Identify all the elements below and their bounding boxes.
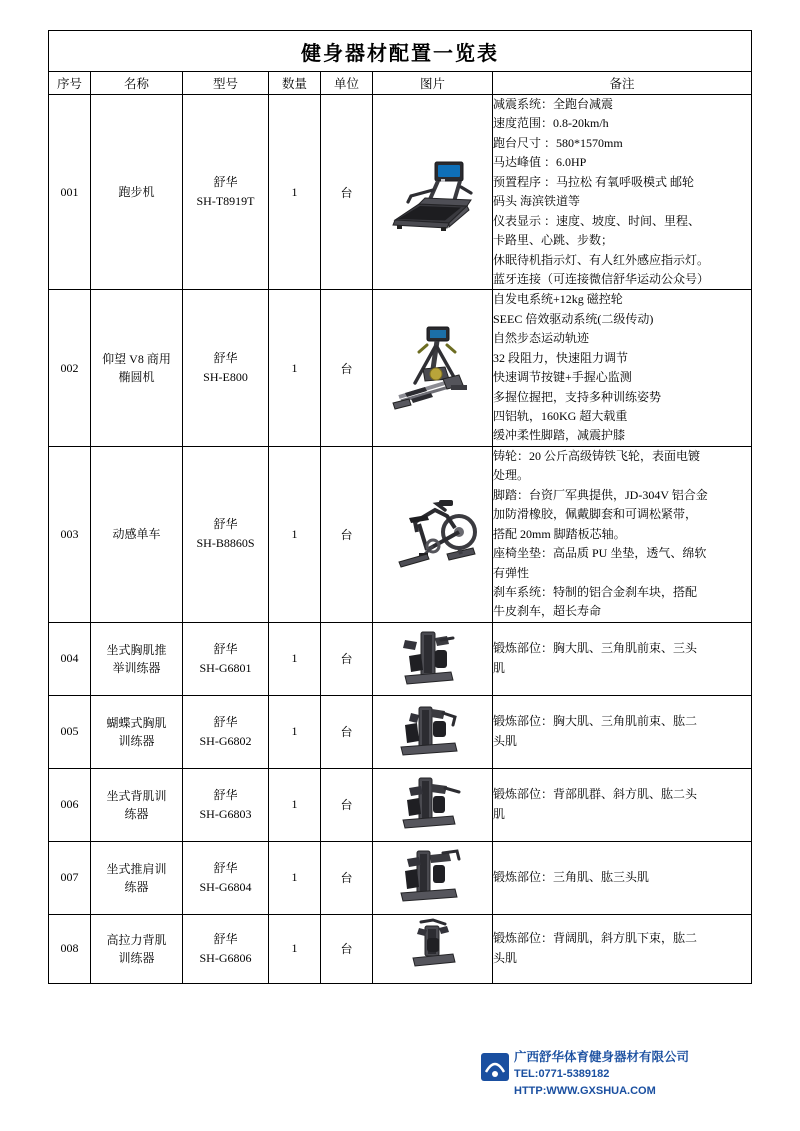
row-name: 动感单车 — [91, 446, 183, 622]
row-index: 006 — [49, 768, 91, 841]
table-row — [49, 446, 752, 622]
model-brand: 舒华 — [213, 714, 238, 729]
row-qty: 1 — [269, 841, 321, 914]
header-name: 名称 — [91, 72, 183, 95]
row-unit: 台 — [321, 622, 373, 695]
table-row — [49, 695, 752, 768]
row-index: 003 — [49, 446, 91, 622]
model-code: SH-E800 — [203, 370, 248, 385]
table-row — [49, 95, 752, 290]
row-unit: 台 — [321, 446, 373, 622]
company-tel: TEL:0771-5389182 — [514, 1068, 610, 1081]
company-name: 广西舒华体育健身器材有限公司 — [514, 1050, 690, 1064]
row-index: 007 — [49, 841, 91, 914]
row-qty: 1 — [269, 622, 321, 695]
row-unit: 台 — [321, 914, 373, 983]
pec-fly-image — [373, 695, 493, 768]
table-row — [49, 290, 752, 447]
model-code: SH-B8860S — [196, 536, 255, 551]
row-name: 坐式推肩训 练器 — [91, 841, 183, 914]
row-unit: 台 — [321, 841, 373, 914]
row-name: 仰望 V8 商用 椭圆机 — [91, 290, 183, 447]
model-brand: 舒华 — [213, 787, 238, 802]
company-url[interactable]: HTTP:WWW.GXSHUA.COM — [514, 1084, 656, 1097]
row-notes: 锻炼部位：背部肌群、斜方肌、肱二头 肌 — [493, 768, 752, 841]
row-model — [183, 768, 269, 841]
row-notes: 锻炼部位：胸大肌、三角肌前束、三头 肌 — [493, 622, 752, 695]
model-code: SH-T8919T — [196, 194, 255, 209]
row-index: 002 — [49, 290, 91, 447]
row-index: 001 — [49, 95, 91, 290]
row-model — [183, 622, 269, 695]
row-name: 坐式背肌训 练器 — [91, 768, 183, 841]
header-picture: 图片 — [373, 72, 493, 95]
row-index: 008 — [49, 914, 91, 983]
row-name: 蝴蝶式胸肌 训练器 — [91, 695, 183, 768]
row-unit: 台 — [321, 695, 373, 768]
model-brand: 舒华 — [213, 931, 238, 946]
model-code: SH-G6802 — [199, 733, 252, 748]
row-model — [183, 841, 269, 914]
row-qty: 1 — [269, 290, 321, 447]
header-qty: 数量 — [269, 72, 321, 95]
row-unit: 台 — [321, 768, 373, 841]
row-qty: 1 — [269, 768, 321, 841]
table-header-row — [49, 72, 752, 95]
table-title-row — [49, 31, 752, 72]
row-model — [183, 95, 269, 290]
row-index: 005 — [49, 695, 91, 768]
model-code: SH-G6801 — [199, 660, 252, 675]
header-index: 序号 — [49, 72, 91, 95]
row-index: 004 — [49, 622, 91, 695]
page-title: 健身器材配置一览表 — [49, 31, 752, 72]
elliptical-image — [373, 290, 493, 447]
row-notes: 铸轮：20 公斤高级铸铁飞轮，表面电镀 处理。 脚踏：台资厂军典提供，JD-304V 铝合金 加防滑橡胶，佩戴脚套和可调松紧带， 搭配 20mm 脚踏板芯轴。 座椅坐垫：高品质 PU 坐垫，透气、绵软 有弹性 刹车系统：特制的铝合金刹车块，搭配 牛皮刹车，超长寿命 — [493, 446, 752, 622]
footer — [514, 1048, 794, 1099]
model-code: SH-G6804 — [199, 879, 252, 894]
equipment-table — [48, 30, 752, 984]
row-qty: 1 — [269, 95, 321, 290]
row-name: 高拉力背肌 训练器 — [91, 914, 183, 983]
model-code: SH-G6806 — [199, 950, 252, 965]
company-logo-icon — [480, 1052, 510, 1082]
chest-press-image — [373, 622, 493, 695]
treadmill-image — [373, 95, 493, 290]
row-notes: 减震系统：全跑台减震 速度范围：0.8-20km/h 跑台尺寸 ：580*1570mm 马达峰值 ：6.0HP 预置程序 ：马拉松 有氧呼吸模式 邮轮 码头 海滨铁道等 仪表显示 ：速度、坡度、时间、里程、 卡路里、心跳、步数； 休眠待机指示灯、有人红外感应指示灯。 蓝牙连接（可连接微信舒华运动公众号） — [493, 95, 752, 290]
row-model — [183, 290, 269, 447]
model-brand: 舒华 — [213, 175, 238, 189]
header-model: 型号 — [183, 72, 269, 95]
row-qty: 1 — [269, 914, 321, 983]
model-code: SH-G6803 — [199, 806, 252, 821]
row-notes: 锻炼部位：胸大肌、三角肌前束、肱二 头肌 — [493, 695, 752, 768]
header-unit: 单位 — [321, 72, 373, 95]
model-brand: 舒华 — [213, 517, 238, 532]
shoulder-press-image — [373, 841, 493, 914]
row-notes: 锻炼部位：背阔肌，斜方肌下束，肱二 头肌 — [493, 914, 752, 983]
header-notes: 备注 — [493, 72, 752, 95]
table-row — [49, 622, 752, 695]
table-row — [49, 841, 752, 914]
model-brand: 舒华 — [213, 860, 238, 875]
model-brand: 舒华 — [213, 641, 238, 656]
row-model — [183, 695, 269, 768]
row-qty: 1 — [269, 695, 321, 768]
table-row — [49, 914, 752, 983]
row-qty: 1 — [269, 446, 321, 622]
spin-bike-image — [373, 446, 493, 622]
row-unit: 台 — [321, 95, 373, 290]
row-unit: 台 — [321, 290, 373, 447]
row-notes: 自发电系统+12kg 磁控轮 SEEC 倍效驱动系统(二级传动) 自然步态运动轨迹 32 段阻力，快速阻力调节 快速调节按键+手握心监测 多握位握把，支持多种训练姿势 四铝轨，160KG 超大载重 缓冲柔性脚踏，减震护膝 — [493, 290, 752, 447]
table-row — [49, 768, 752, 841]
seated-row-image — [373, 768, 493, 841]
lat-pulldown-image — [373, 914, 493, 983]
model-brand: 舒华 — [213, 350, 238, 365]
row-name: 坐式胸肌推 举训练器 — [91, 622, 183, 695]
row-model — [183, 914, 269, 983]
row-notes: 锻炼部位：三角肌、肱三头肌 — [493, 841, 752, 914]
row-name: 跑步机 — [91, 95, 183, 290]
row-model — [183, 446, 269, 622]
